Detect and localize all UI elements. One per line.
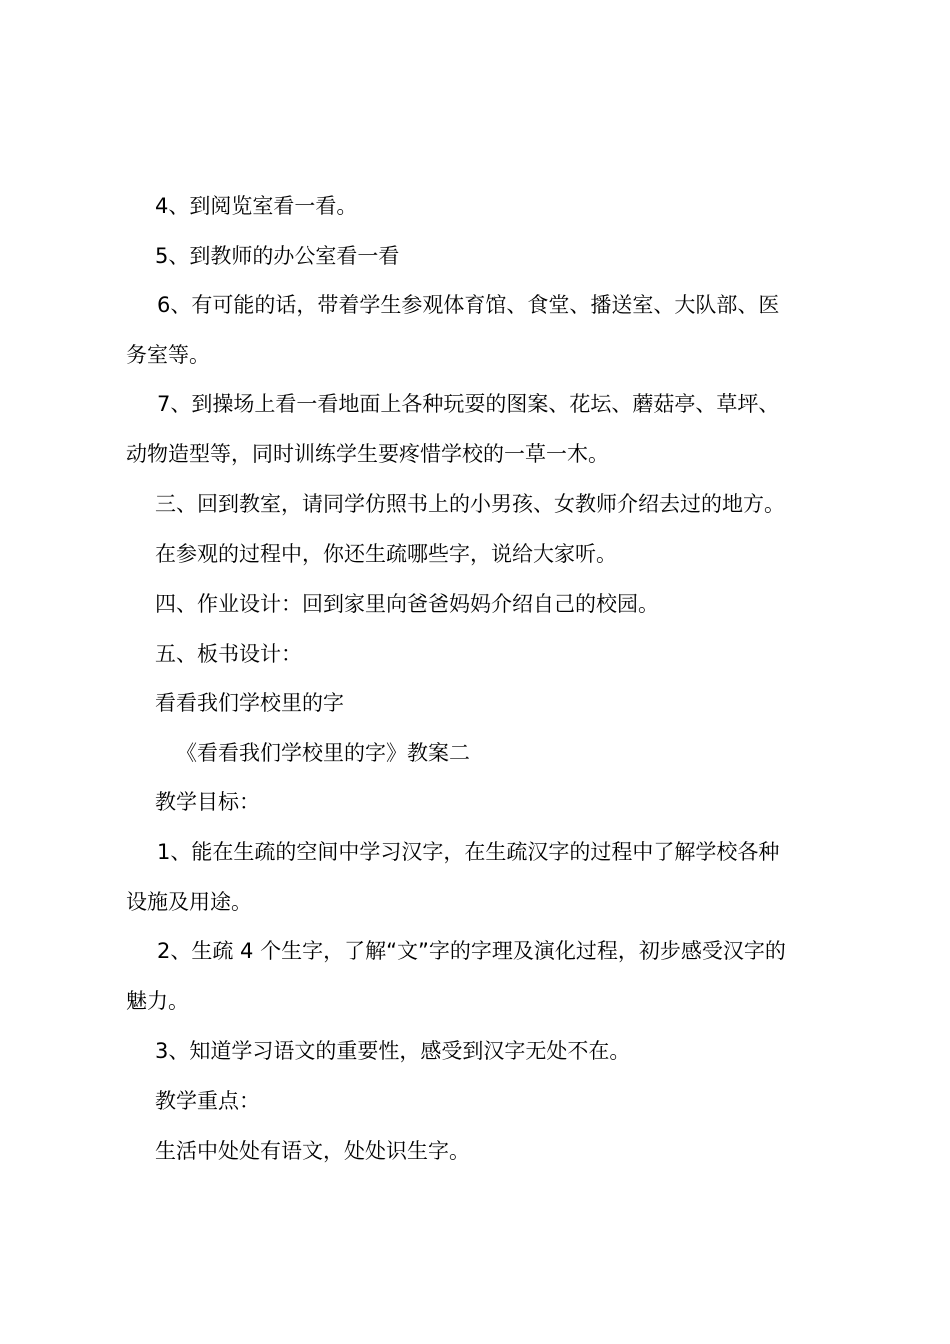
text-line: 5、到教师的办公室看一看 (155, 244, 400, 268)
text-line: 动物造型等，同时训练学生要疼惜学校的一草一木。 (126, 442, 609, 466)
text-line: 设施及用途。 (126, 890, 252, 914)
text-line: 在参观的过程中，你还生疏哪些字，说给大家听。 (155, 542, 617, 566)
text-line: 务室等。 (126, 343, 210, 367)
text-line: 四、作业设计：回到家里向爸爸妈妈介绍自己的校园。 (155, 592, 659, 616)
text-line: 三、回到教室，请同学仿照书上的小男孩、女教师介绍去过的地方。 (155, 492, 785, 516)
text-line: 魅力。 (126, 989, 189, 1013)
text-line: 7、到操场上看一看地面上各种玩耍的图案、花坛、蘑菇亭、草坪、 (157, 392, 780, 416)
text-line: 2、生疏 4 个生字，了解“文”字的字理及演化过程，初步感受汉字的 (157, 939, 786, 963)
text-line: 1、能在生疏的空间中学习汉字，在生疏汉字的过程中了解学校各种 (157, 840, 780, 864)
text-line: 五、板书设计： (155, 642, 302, 666)
text-line: 教学重点： (155, 1089, 260, 1113)
text-line: 生活中处处有语文，处处识生字。 (155, 1139, 470, 1163)
text-line: 3、知道学习语文的重要性，感受到汉字无处不在。 (155, 1039, 631, 1063)
text-line: 4、到阅览室看一看。 (155, 194, 358, 218)
text-line: 教学目标： (155, 790, 260, 814)
section-title: 《看看我们学校里的字》教案二 (176, 741, 470, 765)
text-line: 看看我们学校里的字 (155, 691, 344, 715)
text-line: 6、有可能的话，带着学生参观体育馆、食堂、播送室、大队部、医 (157, 293, 780, 317)
